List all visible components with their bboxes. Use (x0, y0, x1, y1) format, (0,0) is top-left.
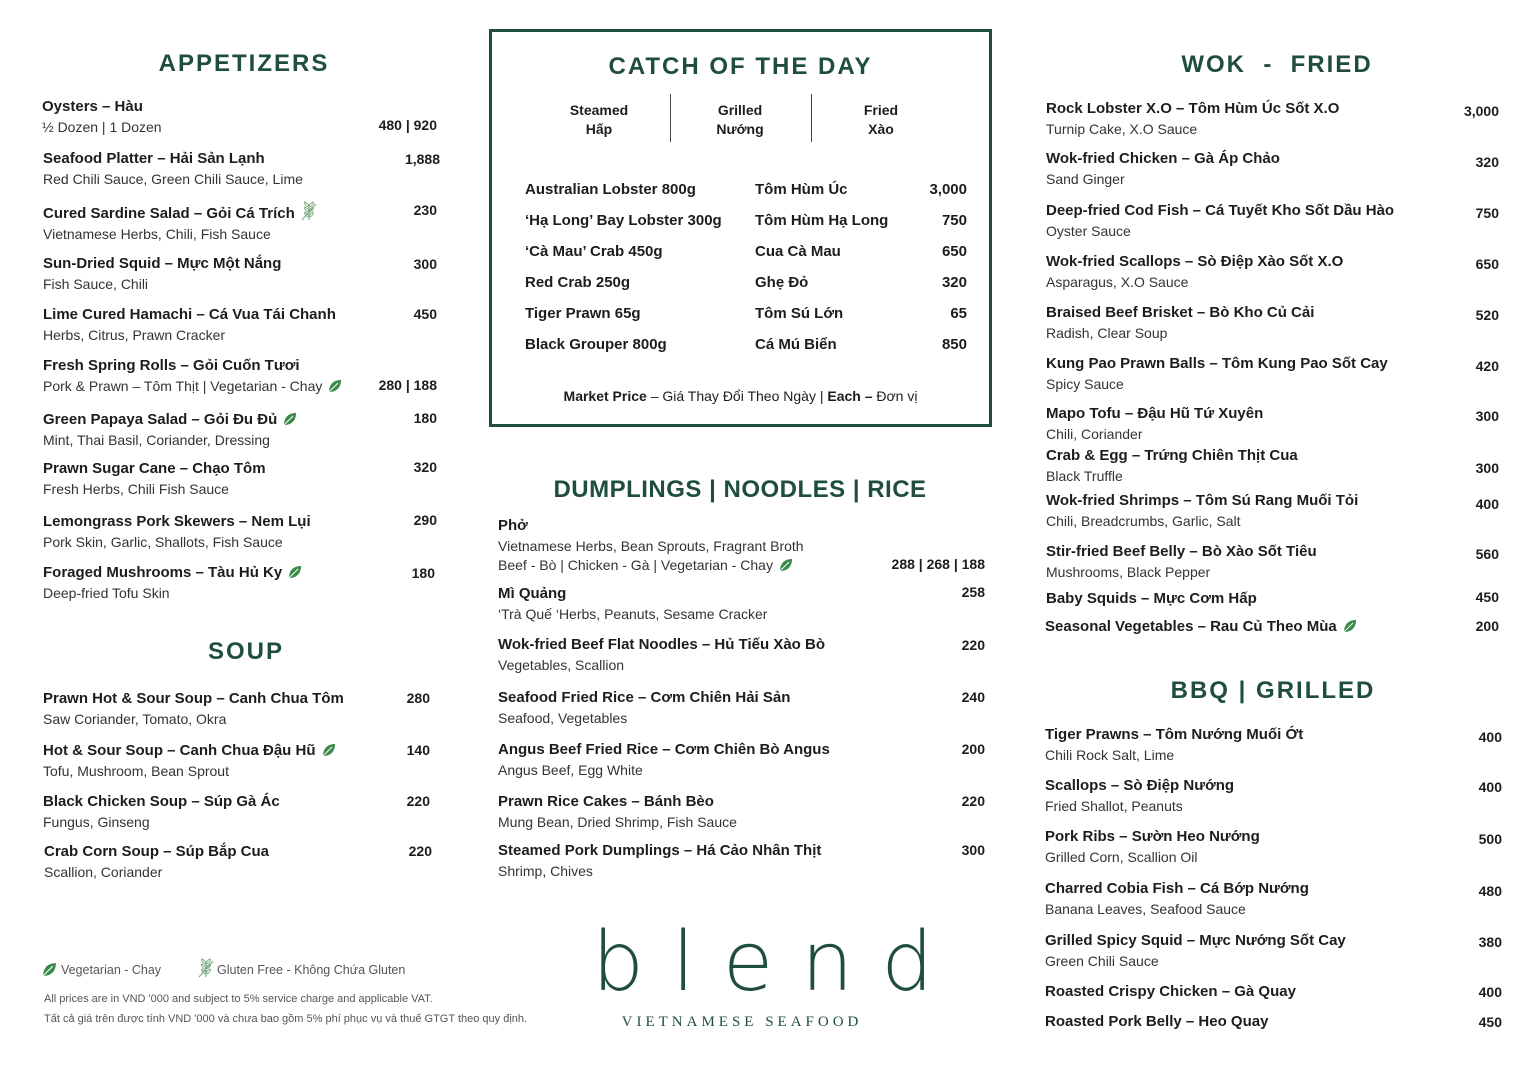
item-desc: ‘Trà Quế ‘Herbs, Peanuts, Sesame Cracker (498, 606, 768, 622)
item-name: Roasted Pork Belly – Heo Quay (1045, 1013, 1269, 1030)
item-price: 400 (1478, 779, 1502, 795)
menu-item (1045, 617, 1357, 636)
vegetarian-leaf-icon (779, 558, 793, 572)
catch-row (525, 274, 967, 294)
item-desc: Mushrooms, Black Pepper (1046, 564, 1211, 580)
item-name: Hot & Sour Soup – Canh Chua Đậu Hũ (43, 741, 336, 760)
vegetarian-leaf-icon (283, 412, 297, 426)
catch-price: 65 (950, 305, 967, 322)
catch-price: 320 (941, 274, 967, 291)
item-desc: Radish, Clear Soup (1046, 325, 1168, 341)
gluten-free-legend: Gluten Free - Không Chứa Gluten (198, 958, 405, 978)
item-price: 180 (413, 410, 437, 426)
market-price-note: Market Price – Giá Thay Đổi Theo Ngày | Each – Đơn vị (563, 388, 918, 404)
brand-tagline: VIETNAMESE SEAFOOD (621, 1014, 863, 1030)
menu-item (1046, 589, 1257, 608)
item-price: 240 (961, 689, 985, 705)
price-note-en: All prices are in VND '000 and subject to 5% service charge and applicable VAT. (44, 993, 433, 1005)
item-price: 300 (1475, 408, 1499, 424)
item-desc: Turnip Cake, X.O Sauce (1046, 121, 1198, 137)
menu-item (1045, 982, 1296, 1001)
item-name: Angus Beef Fried Rice – Cơm Chiên Bò Angus (498, 741, 830, 758)
menu-item (43, 563, 302, 603)
menu-item (1046, 303, 1314, 343)
item-name: Seafood Platter – Hải Sản Lạnh (43, 150, 265, 167)
menu-item (43, 512, 311, 552)
menu-item (1046, 542, 1317, 582)
item-price: 258 (961, 584, 985, 600)
item-price: 140 (406, 742, 430, 758)
menu-item (1046, 252, 1343, 292)
item-price: 500 (1478, 831, 1502, 847)
menu-item (43, 410, 297, 450)
item-name: Green Papaya Salad – Gỏi Đu Đủ (43, 410, 297, 429)
item-desc: Seafood, Vegetables (498, 710, 628, 726)
item-desc: Chili Rock Salt, Lime (1045, 747, 1175, 763)
catch-row (525, 336, 967, 356)
item-price: 200 (961, 741, 985, 757)
gluten-free-icon (198, 958, 214, 978)
catch-name-en: Red Crab 250g (525, 274, 631, 291)
gluten-free-icon (301, 201, 317, 221)
brand-logo (592, 915, 962, 1031)
catch-heading: CATCH OF THE DAY (608, 53, 873, 80)
item-price: 300 (1475, 460, 1499, 476)
vegetarian-leaf-icon (322, 743, 336, 757)
menu-item (1045, 725, 1303, 765)
item-desc: Fried Shallot, Peanuts (1045, 798, 1183, 814)
item-desc: Mung Bean, Dried Shrimp, Fish Sauce (498, 814, 737, 830)
menu-item (1045, 1012, 1268, 1031)
item-desc: Green Chili Sauce (1045, 953, 1159, 969)
item-name: Wok-fried Shrimps – Tôm Sú Rang Muối Tỏi (1046, 492, 1359, 509)
menu-item (43, 254, 281, 294)
menu-item (498, 841, 821, 881)
menu-item (498, 688, 790, 728)
item-name: Braised Beef Brisket – Bò Kho Củ Cải (1046, 304, 1315, 321)
item-price: 450 (1475, 589, 1499, 605)
item-desc: ½ Dozen | 1 Dozen (42, 119, 162, 135)
item-name: Phở (498, 517, 528, 534)
item-price: 230 (413, 202, 437, 218)
item-price: 200 (1475, 618, 1499, 634)
item-price: 300 (961, 842, 985, 858)
menu-item (43, 305, 336, 345)
item-name: Prawn Sugar Cane – Chạo Tôm (43, 460, 266, 477)
item-price: 400 (1478, 984, 1502, 1000)
item-price: 400 (1478, 729, 1502, 745)
item-price: 380 (1478, 934, 1502, 950)
menu-item (1046, 354, 1388, 394)
method-grilled: Grilled Nướng (716, 102, 764, 137)
menu-item (42, 97, 162, 137)
wok-fried-heading: WOK - FRIED (1181, 51, 1373, 78)
brand-name: blend (592, 915, 962, 1010)
vegetarian-leaf-icon (1343, 619, 1357, 633)
item-desc: Vietnamese Herbs, Chili, Fish Sauce (43, 226, 271, 242)
item-name: Foraged Mushrooms – Tàu Hủ Ky (43, 563, 302, 582)
item-price: 280 | 188 (378, 377, 437, 393)
catch-name-en: ‘Cà Mau’ Crab 450g (525, 243, 663, 260)
item-desc: Tofu, Mushroom, Bean Sprout (43, 763, 229, 779)
method-divider (670, 94, 671, 142)
item-name: Deep-fried Cod Fish – Cá Tuyết Kho Sốt Dầu Hào (1046, 202, 1395, 219)
item-name: Stir-fried Beef Belly – Bò Xào Sốt Tiêu (1046, 543, 1317, 560)
item-price: 288 | 268 | 188 (891, 556, 985, 572)
menu-item (1046, 491, 1358, 531)
item-price: 220 (961, 637, 985, 653)
item-desc: Deep-fried Tofu Skin (43, 585, 170, 601)
item-price: 750 (1475, 205, 1499, 221)
vegetarian-leaf-icon (328, 379, 342, 393)
menu-item (1045, 931, 1346, 971)
item-desc: Spicy Sauce (1046, 376, 1124, 392)
item-name: Crab Corn Soup – Súp Bắp Cua (44, 843, 270, 860)
item-price: 520 (1475, 307, 1499, 323)
item-name: Lemongrass Pork Skewers – Nem Lụi (43, 513, 311, 530)
item-name: Steamed Pork Dumplings – Há Cảo Nhân Thịt (498, 842, 822, 859)
catch-name-vi: Ghẹ Đỏ (755, 274, 809, 291)
menu-item (1046, 149, 1280, 189)
catch-name-vi: Tôm Hùm Hạ Long (755, 212, 889, 229)
menu-item (498, 740, 830, 780)
catch-row (525, 212, 967, 232)
item-price: 480 (1478, 883, 1502, 899)
catch-name-en: ‘Hạ Long’ Bay Lobster 300g (525, 212, 722, 229)
item-name: Mapo Tofu – Đậu Hũ Tứ Xuyên (1046, 405, 1264, 422)
menu-item (498, 516, 804, 575)
catch-name-en: Tiger Prawn 65g (525, 305, 641, 322)
item-name: Prawn Rice Cakes – Bánh Bèo (498, 793, 714, 810)
catch-price: 3,000 (929, 181, 967, 198)
item-desc: Scallion, Coriander (44, 864, 163, 880)
menu-item (43, 741, 336, 781)
item-price: 220 (961, 793, 985, 809)
item-name: Grilled Spicy Squid – Mực Nướng Sốt Cay (1045, 932, 1346, 949)
menu-item (44, 842, 269, 882)
item-desc: Pork Skin, Garlic, Shallots, Fish Sauce (43, 534, 283, 550)
item-name: Tiger Prawns – Tôm Nướng Muối Ớt (1045, 726, 1304, 743)
item-name: Wok-fried Chicken – Gà Áp Chảo (1046, 150, 1280, 167)
item-price: 300 (413, 256, 437, 272)
item-name: Charred Cobia Fish – Cá Bớp Nướng (1045, 880, 1309, 897)
item-name: Kung Pao Prawn Balls – Tôm Kung Pao Sốt Cay (1046, 355, 1388, 372)
catch-price: 750 (941, 212, 967, 229)
item-name: Wok-fried Scallops – Sò Điệp Xào Sốt X.O (1046, 253, 1344, 270)
item-name: Seasonal Vegetables – Rau Củ Theo Mùa (1045, 617, 1357, 636)
soup-heading: SOUP (207, 638, 284, 665)
menu-item (43, 201, 317, 244)
item-desc: Shrimp, Chives (498, 863, 593, 879)
item-price: 320 (1475, 154, 1499, 170)
item-name: Baby Squids – Mực Cơm Hấp (1046, 590, 1257, 607)
menu-item (498, 584, 767, 624)
item-price: 560 (1475, 546, 1499, 562)
item-price: 1,888 (404, 151, 440, 167)
item-name: Black Chicken Soup – Súp Gà Ác (43, 793, 280, 810)
item-price: 450 (1478, 1014, 1502, 1030)
menu-item (43, 792, 280, 832)
menu-item (43, 356, 342, 396)
menu-item (1045, 827, 1260, 867)
item-desc: Vietnamese Herbs, Bean Sprouts, Fragrant Broth (498, 538, 804, 554)
catch-row (525, 305, 967, 325)
catch-row (525, 243, 967, 263)
item-name: Cured Sardine Salad – Gỏi Cá Trích (43, 201, 317, 223)
catch-price: 650 (941, 243, 967, 260)
catch-name-vi: Tôm Hùm Úc (755, 181, 848, 198)
item-price: 450 (413, 306, 437, 322)
appetizers-heading: APPETIZERS (158, 50, 330, 77)
item-name: Wok-fried Beef Flat Noodles – Hủ Tiếu Xào Bò (498, 636, 825, 653)
menu-item (43, 689, 344, 729)
item-name: Scallops – Sò Điệp Nướng (1045, 777, 1235, 794)
item-name: Oysters – Hàu (42, 98, 143, 115)
menu-item (43, 459, 266, 499)
method-fried: Fried Xào (863, 102, 899, 137)
menu-item (1045, 776, 1234, 816)
item-price: 220 (406, 793, 430, 809)
item-price: 220 (408, 843, 432, 859)
vegetarian-leaf-icon (288, 565, 302, 579)
item-price: 280 (406, 690, 430, 706)
item-price: 290 (413, 512, 437, 528)
menu-item (1046, 404, 1263, 444)
item-desc: Red Chili Sauce, Green Chili Sauce, Lime (43, 171, 303, 187)
menu-item (1046, 446, 1298, 486)
item-name: Roasted Crispy Chicken – Gà Quay (1045, 983, 1296, 1000)
item-name: Seafood Fried Rice – Cơm Chiên Hải Sản (498, 689, 791, 706)
item-name: Prawn Hot & Sour Soup – Canh Chua Tôm (43, 690, 344, 707)
item-desc: Angus Beef, Egg White (498, 762, 643, 778)
item-desc: Pork & Prawn – Tôm Thịt | Vegetarian - Chay (43, 377, 342, 396)
item-desc: Chili, Coriander (1046, 426, 1143, 442)
menu-item (1045, 879, 1309, 919)
item-desc: Black Truffle (1046, 468, 1123, 484)
item-desc: Vegetables, Scallion (498, 657, 625, 673)
item-price: 180 (411, 565, 435, 581)
item-price: 400 (1475, 496, 1499, 512)
catch-price: 850 (941, 336, 967, 353)
item-desc: Banana Leaves, Seafood Sauce (1045, 901, 1246, 917)
catch-name-vi: Cua Cà Mau (755, 243, 841, 260)
item-name: Sun-Dried Squid – Mực Một Nắng (43, 255, 282, 272)
item-name: Pork Ribs – Sườn Heo Nướng (1045, 828, 1260, 845)
item-desc: Grilled Corn, Scallion Oil (1045, 849, 1198, 865)
catch-row (525, 181, 967, 201)
item-desc: Oyster Sauce (1046, 223, 1131, 239)
item-name: Rock Lobster X.O – Tôm Hùm Úc Sốt X.O (1046, 100, 1340, 117)
method-steamed: Steamed Hấp (569, 102, 629, 137)
item-desc: Beef - Bò | Chicken - Gà | Vegetarian - Chay (498, 556, 804, 575)
catch-name-en: Black Grouper 800g (525, 336, 667, 353)
menu-item (498, 792, 737, 832)
menu-item (43, 149, 303, 189)
item-name: Mì Quảng (498, 585, 567, 602)
dumplings-heading: DUMPLINGS | NOODLES | RICE (553, 476, 927, 503)
item-desc: Sand Ginger (1046, 171, 1125, 187)
catch-name-vi: Cá Mú Biển (755, 336, 837, 353)
item-name: Lime Cured Hamachi – Cá Vua Tái Chanh (43, 306, 336, 323)
menu-item (498, 635, 825, 675)
item-name: Crab & Egg – Trứng Chiên Thịt Cua (1046, 447, 1298, 464)
vegetarian-leaf-icon (42, 962, 57, 977)
item-desc: Asparagus, X.O Sauce (1046, 274, 1189, 290)
item-desc: Saw Coriander, Tomato, Okra (43, 711, 227, 727)
item-price: 3,000 (1463, 103, 1499, 119)
item-name: Fresh Spring Rolls – Gỏi Cuốn Tươi (43, 357, 300, 374)
item-price: 420 (1475, 358, 1499, 374)
item-price: 480 | 920 (378, 117, 437, 133)
method-divider (811, 94, 812, 142)
item-desc: Fish Sauce, Chili (43, 276, 149, 292)
item-desc: Mint, Thai Basil, Coriander, Dressing (43, 432, 270, 448)
menu-item (1046, 201, 1394, 241)
catch-name-en: Australian Lobster 800g (525, 181, 696, 198)
item-price: 650 (1475, 256, 1499, 272)
catch-name-vi: Tôm Sú Lớn (755, 305, 844, 322)
vegetarian-legend: Vegetarian - Chay (42, 962, 161, 977)
item-price: 320 (413, 459, 437, 475)
bbq-grilled-heading: BBQ | GRILLED (1170, 677, 1376, 704)
item-desc: Chili, Breadcrumbs, Garlic, Salt (1046, 513, 1241, 529)
menu-item (1046, 99, 1339, 139)
price-note-vi: Tất cả giá trên được tính VND '000 và chưa bao gồm 5% phí phục vụ và thuế GTGT theo quy định. (44, 1013, 528, 1025)
item-desc: Fresh Herbs, Chili Fish Sauce (43, 481, 229, 497)
item-desc: Fungus, Ginseng (43, 814, 150, 830)
item-desc: Herbs, Citrus, Prawn Cracker (43, 327, 226, 343)
